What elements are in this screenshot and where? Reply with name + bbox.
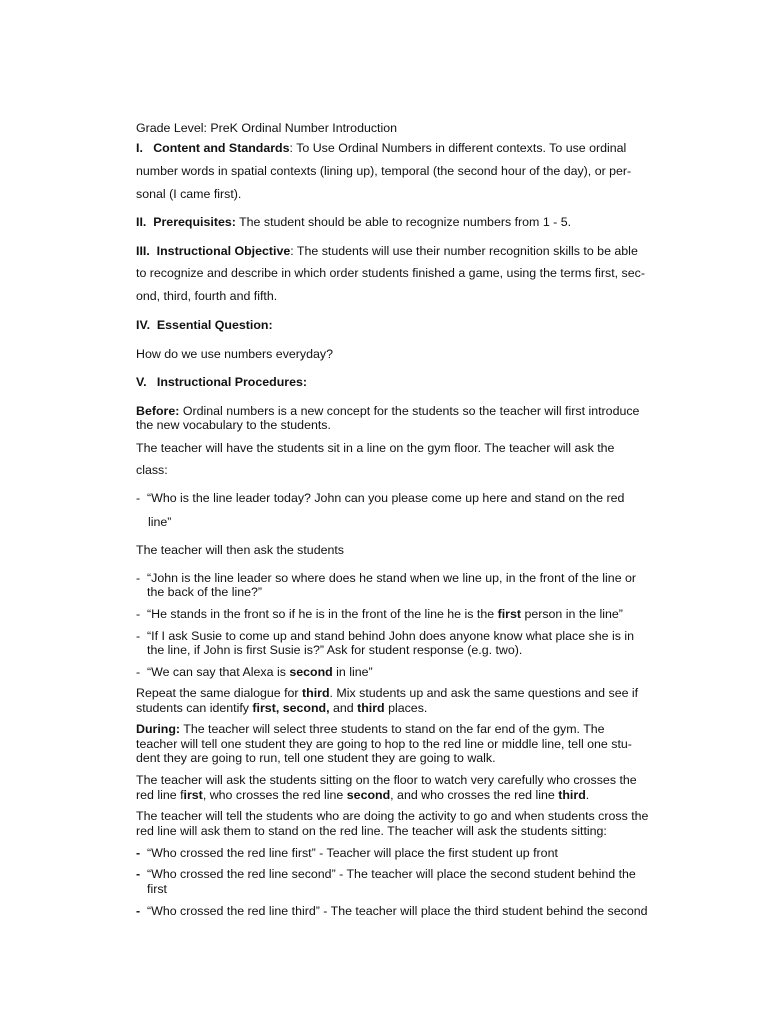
bullet-4-bold: second [289,665,333,679]
section-1-heading: Content and Standards [153,141,290,155]
during-text: The teacher will select three students to stand on the far end of the gym. The [180,722,605,736]
crossed-2-line-1: “Who crossed the red line second” - The teacher will place the second student behind the [147,867,636,881]
bullet-2-text-a: “He stands in the front so if he is in the front of the line he is the [147,607,498,621]
before-para-2-line-1: The teacher will have the students sit in a line on the gym floor. The teacher will ask the [136,441,615,455]
bullet-2-dash: - [136,607,141,621]
bullet-2-bold: first [497,607,521,621]
crossed-3-line: “Who crossed the red line third” - The teacher will place the third student behind the second [147,904,648,918]
question-1-line-2: line” [148,515,172,529]
repeat-bold-first-second: first, second, [252,701,330,715]
essential-question: How do we use numbers everyday? [136,347,333,361]
watch-text-a: red line f [136,788,184,802]
crossed-1-line: “Who crossed the red line first” - Teacher will place the first student up front [147,846,558,860]
section-4-number: IV. [136,318,151,332]
crossed-2-dash: - [136,867,141,881]
during-line-1 [136,722,605,736]
tell-line-2: red line will ask them to stand on the red line. The teacher will ask the students sitting: [136,824,607,838]
watch-text-b: , who crosses the red line [202,788,347,802]
crossed-2-line-2: first [147,882,167,896]
bullet-3-dash: - [136,629,141,643]
grade-level-line: Grade Level: PreK Ordinal Number Introduction [136,121,398,135]
bullet-1-line-2: the back of the line?” [147,585,263,599]
section-1-line-2: number words in spatial contexts (lining up), temporal (the second hour of the day), or per- [136,164,632,178]
repeat-text-d: and [329,701,358,715]
before-line-1 [136,404,639,418]
section-3-heading: Instructional Objective [156,244,291,258]
section-3-number: III. [136,244,150,258]
question-1-line-1: “Who is the line leader today? John can you please come up here and stand on the red [147,491,625,505]
watch-bold-irst: irst [183,788,203,802]
before-para-2-line-2: class: [136,463,168,477]
question-1-dash: - [136,491,141,505]
bullet-3-line-1: “If I ask Susie to come up and stand behind John does anyone know what place she is in [147,629,634,643]
section-5-line [136,375,307,389]
watch-line-1: The teacher will ask the students sitting on the floor to watch very carefully who crosses the [136,773,637,787]
repeat-text-c: students can identify [136,701,253,715]
repeat-bold-third: third [302,686,330,700]
bullet-3-line-2: the line, if John is first Susie is?” Ask for student response (e.g. two). [147,643,523,657]
watch-line-2 [136,788,589,802]
section-3-line-1 [136,244,638,258]
tell-line-1: The teacher will tell the students who are doing the activity to go and when students cross the [136,809,649,823]
section-3-line-3: ond, third, fourth and fifth. [136,289,278,303]
section-1-number: I. [136,141,143,155]
section-5-heading: Instructional Procedures: [156,375,308,389]
before-text: Ordinal numbers is a new concept for the students so the teacher will first introduce [179,404,640,418]
watch-text-d: . [585,788,590,802]
section-5-number: V. [136,375,147,389]
section-2-number: II. [136,215,147,229]
before-label: Before: [136,404,180,418]
section-2-line [136,215,571,229]
before-line-2: the new vocabulary to the students. [136,418,331,432]
repeat-text-b: . Mix students up and ask the same questions and see if [329,686,639,700]
repeat-line-2 [136,701,427,715]
section-4-line [136,318,273,332]
bullet-2-line [147,607,623,621]
watch-bold-second: second [346,788,391,802]
during-line-3: dent they are going to run, tell one student they are going to walk. [136,751,496,765]
section-1-line-3: sonal (I came first). [136,187,242,201]
section-3-line-2: to recognize and describe in which order students finished a game, using the terms first, sec- [136,266,645,280]
during-line-2: teacher will tell one student they are going to hop to the red line or middle line, tell one stu- [136,737,632,751]
section-4-heading: Essential Question: [156,318,273,332]
repeat-bold-third-2: third [357,701,385,715]
bullet-4-line [147,665,373,679]
bullet-1-line-1: “John is the line leader so where does he stand when we line up, in the front of the line or [147,571,637,585]
section-2-text: The student should be able to recognize numbers from 1 - 5. [235,215,572,229]
bullet-4-text-a: “We can say that Alexa is [147,665,290,679]
watch-bold-third: third [558,788,586,802]
watch-text-c: , and who crosses the red line [390,788,559,802]
bullet-4-dash: - [136,665,141,679]
repeat-line-1 [136,686,638,700]
bullet-2-text-b: person in the line” [521,607,623,621]
repeat-text-a: Repeat the same dialogue for [136,686,303,700]
ask-students-line: The teacher will then ask the students [136,543,345,557]
crossed-1-dash: - [136,846,141,860]
repeat-text-e: places. [384,701,428,715]
section-3-text: : The students will use their number recognition skills to be able [290,244,638,258]
section-1-text: : To Use Ordinal Numbers in different contexts. To use ordinal [289,141,627,155]
bullet-1-dash: - [136,571,141,585]
during-label: During: [136,722,181,736]
section-2-heading: Prerequisites: [153,215,236,229]
section-1-line-1 [136,141,626,155]
crossed-3-dash: - [136,904,141,918]
bullet-4-text-b: in line” [332,665,373,679]
